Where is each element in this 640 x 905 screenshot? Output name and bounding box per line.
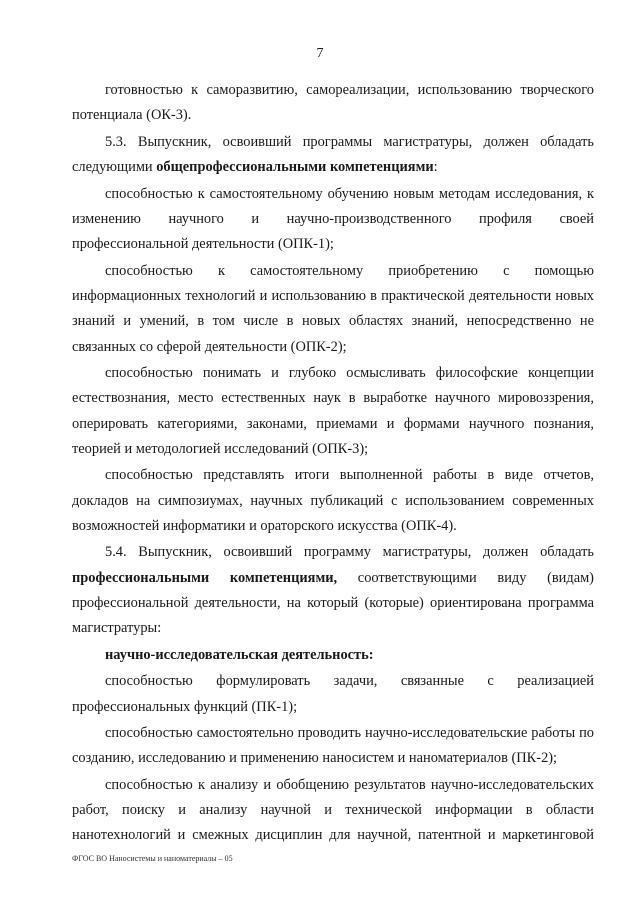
paragraph-5-4: [72, 540, 594, 641]
paragraph-pk3-partial: способностью к анализу и обобщению результатов научно-исследовательских работ, поиску и анализу научной и технической информации в области нанотехнологий и смежных дисциплин для научной, патентной и маркетинговой: [72, 776, 594, 844]
paragraph-opk3: способностью понимать и глубоко осмысливать философские концепции естествознания, место естественных наук в выработке научного мировоззрения, оперировать категориями, законами, приемами и формами научного познания, теорией и методологией исследований (ОПК-3);: [72, 365, 594, 457]
paragraph-opk1: способностью к самостоятельному обучению новым методам исследования, к изменению научного и научно-производственного профиля своей профессиональной деятельности (ОПК-1);: [72, 185, 594, 253]
paragraph-opk2: способностью к самостоятельному приобретению с помощью информационных технологий и использованию в практической деятельности новых знаний и умений, в том числе в новых областях знаний, непосредственно не связанных со сферой деятельности (ОПК-2);: [72, 262, 594, 355]
document-body: [72, 78, 594, 849]
professional-competencies-term: профессиональными компетенциями,: [72, 569, 338, 586]
paragraph-5-4-text: 5.4. Выпускник, освоивший программу магистратуры, должен обладать: [105, 544, 594, 561]
paragraph-5-3-colon: :: [433, 159, 438, 176]
section-heading-research: [72, 643, 594, 668]
paragraph-ok3: готовностью к саморазвитию, самореализации, использованию творческого потенциала (ОК-3).: [72, 82, 594, 124]
general-professional-competencies-term: общепрофессиональными компетенциями: [156, 159, 434, 176]
paragraph-5-3: [72, 130, 594, 181]
paragraph-opk4: способностью представлять итоги выполненной работы в виде отчетов, докладов на симпозиумах, научных публикаций с использованием современных возможностей информатики и ораторского искусства (ОПК-4).: [72, 467, 594, 534]
paragraph-pk2: способностью самостоятельно проводить научно-исследовательские работы по созданию, исследованию и применению наносистем и наноматериалов (ПК-2);: [72, 725, 594, 767]
page-number: 7: [316, 46, 324, 61]
page-footer: ФГОС ВО Наносистемы и наноматериалы – 05: [72, 854, 233, 863]
paragraph-5-3-text: 5.3. Выпускник, освоивший программы магистратуры, должен обладать следующими: [72, 133, 594, 176]
paragraph-pk1: способностью формулировать задачи, связанные с реализацией профессиональных функций (ПК-1);: [72, 673, 594, 715]
research-activity-heading: научно-исследовательская деятельность:: [105, 646, 374, 663]
paragraph-5-4-rest: соответствующими виду (видам) профессиональной деятельности, на который (которые) ориентирована программа магистратуры:: [72, 569, 594, 637]
